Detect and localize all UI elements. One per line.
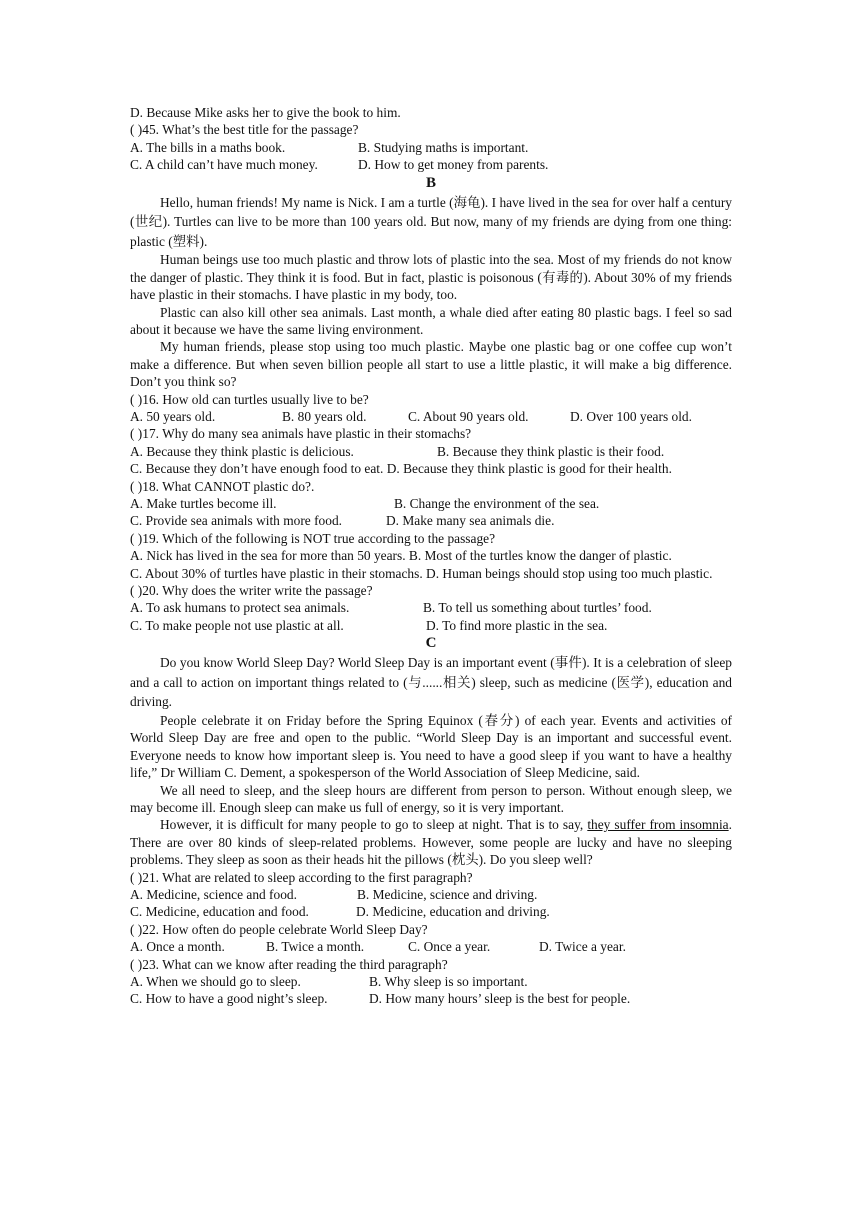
section-b-paragraph-2: Human beings use too much plastic and throw lots of plastic into the sea. Most of my friends do not know the danger of plastic. They think it is food. But in fact, plastic is poisonous (有毒的). About 30% of my friends have plastic in their stomachs. I have plastic in my body, too. bbox=[130, 252, 732, 303]
q20-options-cd bbox=[130, 617, 732, 634]
q22-option-c: C. Once a year. bbox=[408, 939, 491, 955]
section-b-paragraph-1: Hello, human friends! My name is Nick. I am a turtle (海龟). I have lived in the sea for over half a century (世纪). Turtles can live to be more than 100 years old. But now, many of my friends are dying from one thing: plastic (塑料). bbox=[130, 194, 732, 249]
paragraph-4-tail: . There are over 80 kinds of sleep-related problems. However, some people are lucky and have no sleeping problems. They sleep as soon as their heads hit the pillows (枕头). Do you sleep well? bbox=[130, 817, 732, 868]
q18-stem: ( )18. What CANNOT plastic do?. bbox=[130, 478, 315, 494]
q22-options bbox=[130, 938, 732, 955]
q19-stem: ( )19. Which of the following is NOT true according to the passage? bbox=[130, 530, 496, 546]
q45-stem: ( )45. What’s the best title for the passage? bbox=[130, 122, 359, 138]
q23-option-a: A. When we should go to sleep. bbox=[130, 973, 301, 989]
section-c-paragraph-1: Do you know World Sleep Day? World Sleep Day is an important event (事件). It is a celebration of sleep and a call to action on important things related to (与......相关) sleep, such as medicine (医学), education and driving. bbox=[130, 655, 732, 710]
q20-option-b: B. To tell us something about turtles’ food. bbox=[423, 600, 652, 616]
q23-option-c: C. How to have a good night’s sleep. bbox=[130, 991, 328, 1007]
q22-option-d: D. Twice a year. bbox=[539, 939, 626, 955]
q45-option-c: C. A child can’t have much money. bbox=[130, 157, 318, 173]
q18-options-ab bbox=[130, 495, 732, 512]
q23-option-d: D. How many hours’ sleep is the best for people. bbox=[369, 991, 631, 1007]
q19-options-cd: C. About 30% of turtles have plastic in their stomachs. D. Human beings should stop using too much plastic. bbox=[130, 565, 713, 581]
q18-option-c: C. Provide sea animals with more food. bbox=[130, 513, 342, 529]
section-c-paragraph-3: We all need to sleep, and the sleep hours are different from person to person. Without enough sleep, we may become ill. Enough sleep can make us full of energy, so it is very important. bbox=[130, 782, 732, 815]
q21-option-b: B. Medicine, science and driving. bbox=[357, 886, 538, 902]
section-b-paragraph-4: My human friends, please stop using too much plastic. Maybe one plastic bag or one coffee cup won’t make a difference. But when seven billion people all start to use a little plastic, it will make a big difference. Don’t you think so? bbox=[130, 339, 732, 390]
exam-page bbox=[130, 104, 732, 1008]
q20-options-ab bbox=[130, 599, 732, 616]
q17-options-ab bbox=[130, 443, 732, 460]
q18-option-b: B. Change the environment of the sea. bbox=[394, 495, 600, 511]
q20-stem: ( )20. Why does the writer write the passage? bbox=[130, 582, 373, 598]
section-b-paragraph-3: Plastic can also kill other sea animals. Last month, a whale died after eating 80 plastic bags. I feel so sad about it because we have the same living environment. bbox=[130, 304, 732, 337]
q18-options-cd bbox=[130, 512, 732, 529]
underlined-phrase: they suffer from insomnia bbox=[587, 817, 729, 833]
q17-stem: ( )17. Why do many sea animals have plastic in their stomachs? bbox=[130, 426, 472, 442]
section-c-heading: C bbox=[425, 635, 437, 652]
q20-option-d: D. To find more plastic in the sea. bbox=[426, 617, 608, 633]
q23-option-b: B. Why sleep is so important. bbox=[369, 973, 528, 989]
q20-option-c: C. To make people not use plastic at all. bbox=[130, 617, 344, 633]
q18-option-d: D. Make many sea animals die. bbox=[386, 513, 555, 529]
q45-options-ab bbox=[130, 139, 732, 156]
q45-option-d: D. How to get money from parents. bbox=[358, 157, 549, 173]
q23-stem: ( )23. What can we know after reading the third paragraph? bbox=[130, 956, 448, 972]
q19-options-ab: A. Nick has lived in the sea for more than 50 years. B. Most of the turtles know the danger of plastic. bbox=[130, 548, 672, 564]
paragraph-4-lead: However, it is difficult for many people to go to sleep at night. That is to say, bbox=[160, 817, 588, 833]
q23-options-cd bbox=[130, 990, 732, 1007]
q22-stem: ( )22. How often do people celebrate World Sleep Day? bbox=[130, 921, 428, 937]
q22-option-a: A. Once a month. bbox=[130, 939, 225, 955]
q17-option-a: A. Because they think plastic is delicious. bbox=[130, 443, 354, 459]
q16-option-c: C. About 90 years old. bbox=[408, 408, 529, 424]
q16-option-d: D. Over 100 years old. bbox=[570, 408, 692, 424]
section-c-paragraph-4 bbox=[130, 816, 732, 868]
q45-option-a: A. The bills in a maths book. bbox=[130, 139, 286, 155]
q23-options-ab bbox=[130, 973, 732, 990]
q22-option-b: B. Twice a month. bbox=[266, 939, 365, 955]
q20-option-a: A. To ask humans to protect sea animals. bbox=[130, 600, 350, 616]
q16-option-a: A. 50 years old. bbox=[130, 408, 216, 424]
q21-options-ab bbox=[130, 886, 732, 903]
section-b-heading: B bbox=[425, 174, 436, 191]
q44-option-d: D. Because Mike asks her to give the book to him. bbox=[130, 105, 401, 120]
q16-option-b: B. 80 years old. bbox=[282, 408, 367, 424]
q21-options-cd bbox=[130, 903, 732, 920]
q45-options-cd bbox=[130, 156, 732, 173]
q21-option-c: C. Medicine, education and food. bbox=[130, 904, 309, 920]
q16-stem: ( )16. How old can turtles usually live to be? bbox=[130, 391, 369, 407]
section-c-paragraph-2: People celebrate it on Friday before the Spring Equinox (春分) of each year. Events and activities of World Sleep Day are free and open to the public. “World Sleep Day is an important and successful event. Everyone needs to know how important sleep is. You need to have a good sleep if you want to have a healthy life,” Dr William C. Dement, a spokesperson of the World Association of Sleep Medicine, said. bbox=[130, 712, 732, 781]
q17-option-b: B. Because they think plastic is their food. bbox=[437, 443, 665, 459]
q21-option-d: D. Medicine, education and driving. bbox=[356, 904, 550, 920]
q16-options bbox=[130, 408, 732, 425]
q21-option-a: A. Medicine, science and food. bbox=[130, 886, 297, 902]
q45-option-b: B. Studying maths is important. bbox=[358, 139, 529, 155]
q17-options-cd: C. Because they don’t have enough food to eat. D. Because they think plastic is good for their health. bbox=[130, 461, 672, 477]
q18-option-a: A. Make turtles become ill. bbox=[130, 495, 277, 511]
q21-stem: ( )21. What are related to sleep according to the first paragraph? bbox=[130, 869, 473, 885]
